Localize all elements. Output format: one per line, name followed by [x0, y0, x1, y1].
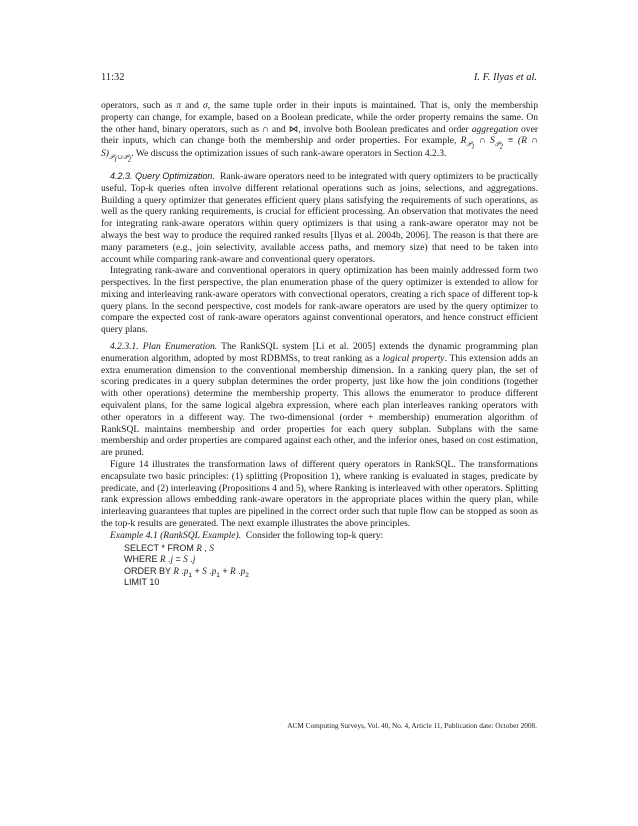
paragraph-integrating-operators: Integrating rank-aware and conventional operators in query optimization has been mainly addressed form two perspectives. In the first perspective, the plan enumeration phase of the query optimizer is extended to allow for mixing and interleaving rank-aware operators with convectional operators, creating a rich space of different top-k query plans. In the second perspective, cost models for rank-aware operators are used by the query optimizer to compare the expected cost of rank-aware operators against conventional operators, and hence construct efficient query plans.: [101, 265, 538, 336]
section-4-2-3-1-paragraph: 4.2.3.1. Plan Enumeration. The RankSQL system [Li et al. 2005] extends the dynamic programming plan enumeration algorithm, adopted by most RDBMSs, to treat ranking as a logical property. This extension adds an extra enumeration dimension to the conventional membership dimension. In a ranking query plan, the set of scoring predicates in a query subplan determines the order property, just like how the join conditions (together with other operations) determine the membership property. This allows the enumerator to produce different equivalent plans, for the same logical algebra expression, where each plan interleaves ranking operators with other operators in a different way. The two-dimensional (order + membership) enumeration algorithm of RankSQL maintains membership and order properties for each query subplan. Subplans with the same membership and order properties are compared against each other, and the inferior ones, based on cost estimation, are pruned.: [101, 341, 539, 459]
example-heading: Example 4.1 (RankSQL Example). Consider the following top-k query:: [110, 529, 384, 541]
sql-line-limit: LIMIT 10: [124, 577, 160, 588]
sql-line-where: WHERE R .j = S .j: [124, 554, 196, 565]
page-header: [101, 72, 537, 83]
paragraph-unary-binary-operators: operators, such as π and σ, the same tuple order in their inputs is maintained. That is, only the membership property can change, for example, based on a Boolean predicate, while the order property remains the same. On the other hand, binary operators, such as ∩ and ⋈, involve both Boolean predicates and order aggregation over their inputs, which can change both the membership and order properties. For example, $R_{𝒫_1}$ ∩ $S_{𝒫_2} \equiv (R$ ∩ $S)_{𝒫_1\cup 𝒫_2}$. We discuss the optimization issues of such rank-aware operators in Section 4.2.3.: [101, 100, 538, 163]
section-4-2-3-paragraph: 4.2.3. Query Optimization. Rank-aware operators need to be integrated with query optimizers to be practically useful. Top-k queries often involve different relational operations such as joins, selections, and aggregations. Building a query optimizer that generates efficient query plans satisfying the requirements of such operations, as well as the query ranking requirements, is crucial for efficient processing. An observation that motivates the need for integrating rank-aware operators within query optimizers is that using a rank-aware operator may not be always the best way to produce the required ranked results [Ilyas et al. 2004b, 2006]. The reason is that there are many parameters (e.g., join selectivity, available access paths, and memory size) that need to be taken into account while comparing rank-aware and conventional query operators.: [101, 170, 539, 265]
paragraph-figure-14: Figure 14 illustrates the transformation laws of different query operators in RankSQL. The transformations encapsulate two basic principles: (1) splitting (Proposition 1), where ranking is evaluated in stages, predicate by predicate, and (2) interleaving (Propositions 4 and 5), where Ranking is interleaved with other operators. Splitting rank expression allows embedding rank-aware operators in the appropriate places within the query plan, while interleaving guarantees that tuples are pipelined in the correct order such that tuple flow can be stopped as soon as the top-k results are generated. The next example illustrates the above principles.: [101, 459, 538, 530]
running-authors: I. F. Ilyas et al.: [473, 72, 537, 83]
subsection-heading-plan-enumeration: 4.2.3.1. Plan Enumeration.: [110, 341, 218, 353]
page-number: 11:32: [101, 72, 125, 83]
sql-line-select: SELECT * FROM R , S: [124, 542, 214, 553]
section-heading-query-optimization: 4.2.3. Query Optimization.: [110, 170, 215, 181]
article-body: [101, 100, 538, 589]
sql-query-block: [101, 543, 538, 589]
sql-line-order-by: ORDER BY R $.p_1 + S$ $.p_1 + R$ $.p_2$: [124, 565, 249, 579]
journal-footer: ACM Computing Surveys, Vol. 40, No. 4, Article 11, Publication date: October 2008.: [287, 721, 537, 730]
